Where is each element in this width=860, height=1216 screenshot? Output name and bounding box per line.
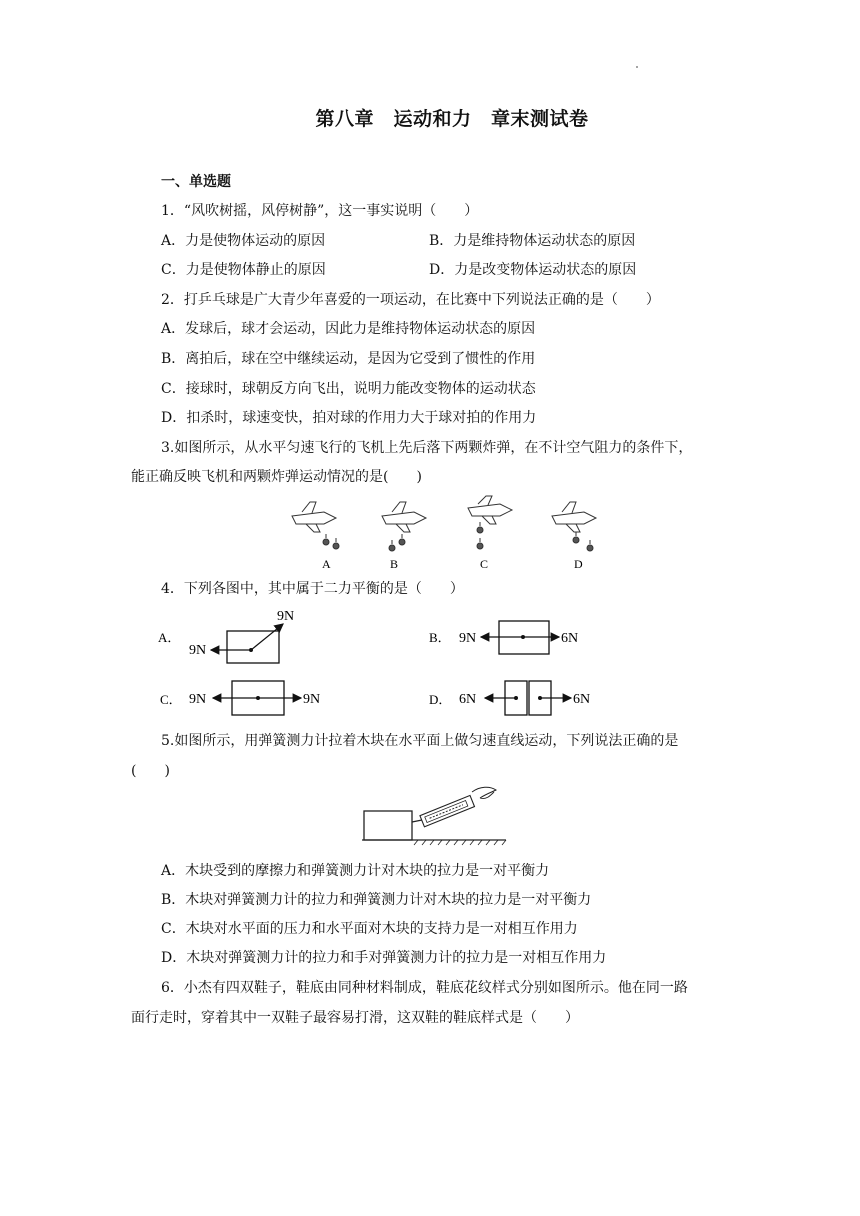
- q4-b-force-left: 9N: [459, 631, 477, 646]
- q1-option-c: C．力是使物体静止的原因: [161, 262, 326, 278]
- q6-stem-line2: 面行走时，穿着其中一双鞋子最容易打滑，这双鞋的鞋底样式是（ ）: [131, 1010, 579, 1026]
- q4-a-force-left: 9N: [189, 643, 207, 658]
- q4-d-force-left: 6N: [459, 692, 477, 707]
- q5-option-c: C．木块对水平面的压力和水平面对木块的支持力是一对相互作用力: [161, 921, 578, 937]
- q5-stem-line1: 5.如图所示，用弹簧测力计拉着木块在水平面上做匀速直线运动，下列说法正确的是: [161, 733, 679, 749]
- q1-option-d: D．力是改变物体运动状态的原因: [429, 262, 637, 278]
- q2-stem: 2．打乒乓球是广大青少年喜爱的一项运动，在比赛中下列说法正确的是（ ）: [161, 292, 660, 308]
- plane-a-icon: [292, 502, 339, 549]
- q2-option-b: B．离拍后，球在空中继续运动，是因为它受到了惯性的作用: [161, 351, 536, 367]
- q3-plane-figure: [280, 494, 620, 572]
- q2-option-a: A．发球后，球才会运动，因此力是维持物体运动状态的原因: [161, 321, 536, 337]
- q1-option-b: B．力是维持物体运动状态的原因: [429, 233, 636, 249]
- q3-label-a: A: [322, 557, 331, 571]
- q4-b-force-right: 6N: [561, 631, 579, 646]
- q4-figure-a: [155, 604, 455, 666]
- q1-stem: 1．“风吹树摇，风停树静”，这一事实说明（ ）: [161, 203, 479, 219]
- plane-d-icon: [552, 502, 596, 551]
- q3-label-b: B: [390, 557, 399, 571]
- q6-stem-line1: 6．小杰有四双鞋子，鞋底由同种材料制成，鞋底花纹样式分别如图所示。他在同一路: [161, 980, 688, 996]
- q4-c-force-left: 9N: [189, 692, 207, 707]
- q2-option-c: C．接球时，球朝反方向飞出，说明力能改变物体的运动状态: [161, 381, 536, 397]
- page-title: 第八章 运动和力 章末测试卷: [315, 108, 589, 130]
- q5-option-d: D．木块对弹簧测力计的拉力和手对弹簧测力计的拉力是一对相互作用力: [161, 950, 607, 966]
- q4-a-label: A．: [158, 630, 181, 645]
- q4-figure-b: [425, 618, 615, 660]
- q3-label-c: C: [480, 557, 489, 571]
- plane-b-icon: [382, 502, 426, 551]
- q1-option-a: A．力是使物体运动的原因: [161, 233, 326, 249]
- q4-d-force-right: 6N: [573, 692, 591, 707]
- q4-c-label: C．: [160, 692, 182, 707]
- page-dot: [636, 66, 638, 68]
- q2-option-d: D．扣杀时，球速变快，拍对球的作用力大于球对拍的作用力: [161, 410, 537, 426]
- q5-spring-scale-figure: [360, 780, 510, 846]
- wooden-block: [364, 811, 412, 840]
- q4-figure-c: [155, 678, 355, 720]
- q5-option-a: A．木块受到的摩擦力和弹簧测力计对木块的拉力是一对平衡力: [161, 863, 550, 879]
- q4-stem: 4．下列各图中，其中属于二力平衡的是（ ）: [161, 581, 464, 597]
- q4-b-label: B．: [429, 630, 451, 645]
- q4-a-force-right: 9N: [277, 609, 295, 624]
- q4-figure-d: [425, 678, 625, 720]
- q4-d-label: D．: [429, 692, 452, 707]
- section-heading: 一、单选题: [161, 174, 231, 190]
- spring-scale-icon: [420, 795, 475, 826]
- q5-option-b: B．木块对弹簧测力计的拉力和弹簧测力计对木块的拉力是一对平衡力: [161, 892, 592, 908]
- q4-c-force-right: 9N: [303, 692, 321, 707]
- q5-stem-line2: ( ): [131, 763, 170, 779]
- plane-c-icon: [468, 496, 512, 549]
- q3-stem-line1: 3.如图所示，从水平匀速飞行的飞机上先后落下两颗炸弹，在不计空气阻力的条件下，: [161, 440, 693, 456]
- q3-label-d: D: [574, 557, 583, 571]
- q3-stem-line2: 能正确反映飞机和两颗炸弹运动情况的是( ): [131, 469, 422, 485]
